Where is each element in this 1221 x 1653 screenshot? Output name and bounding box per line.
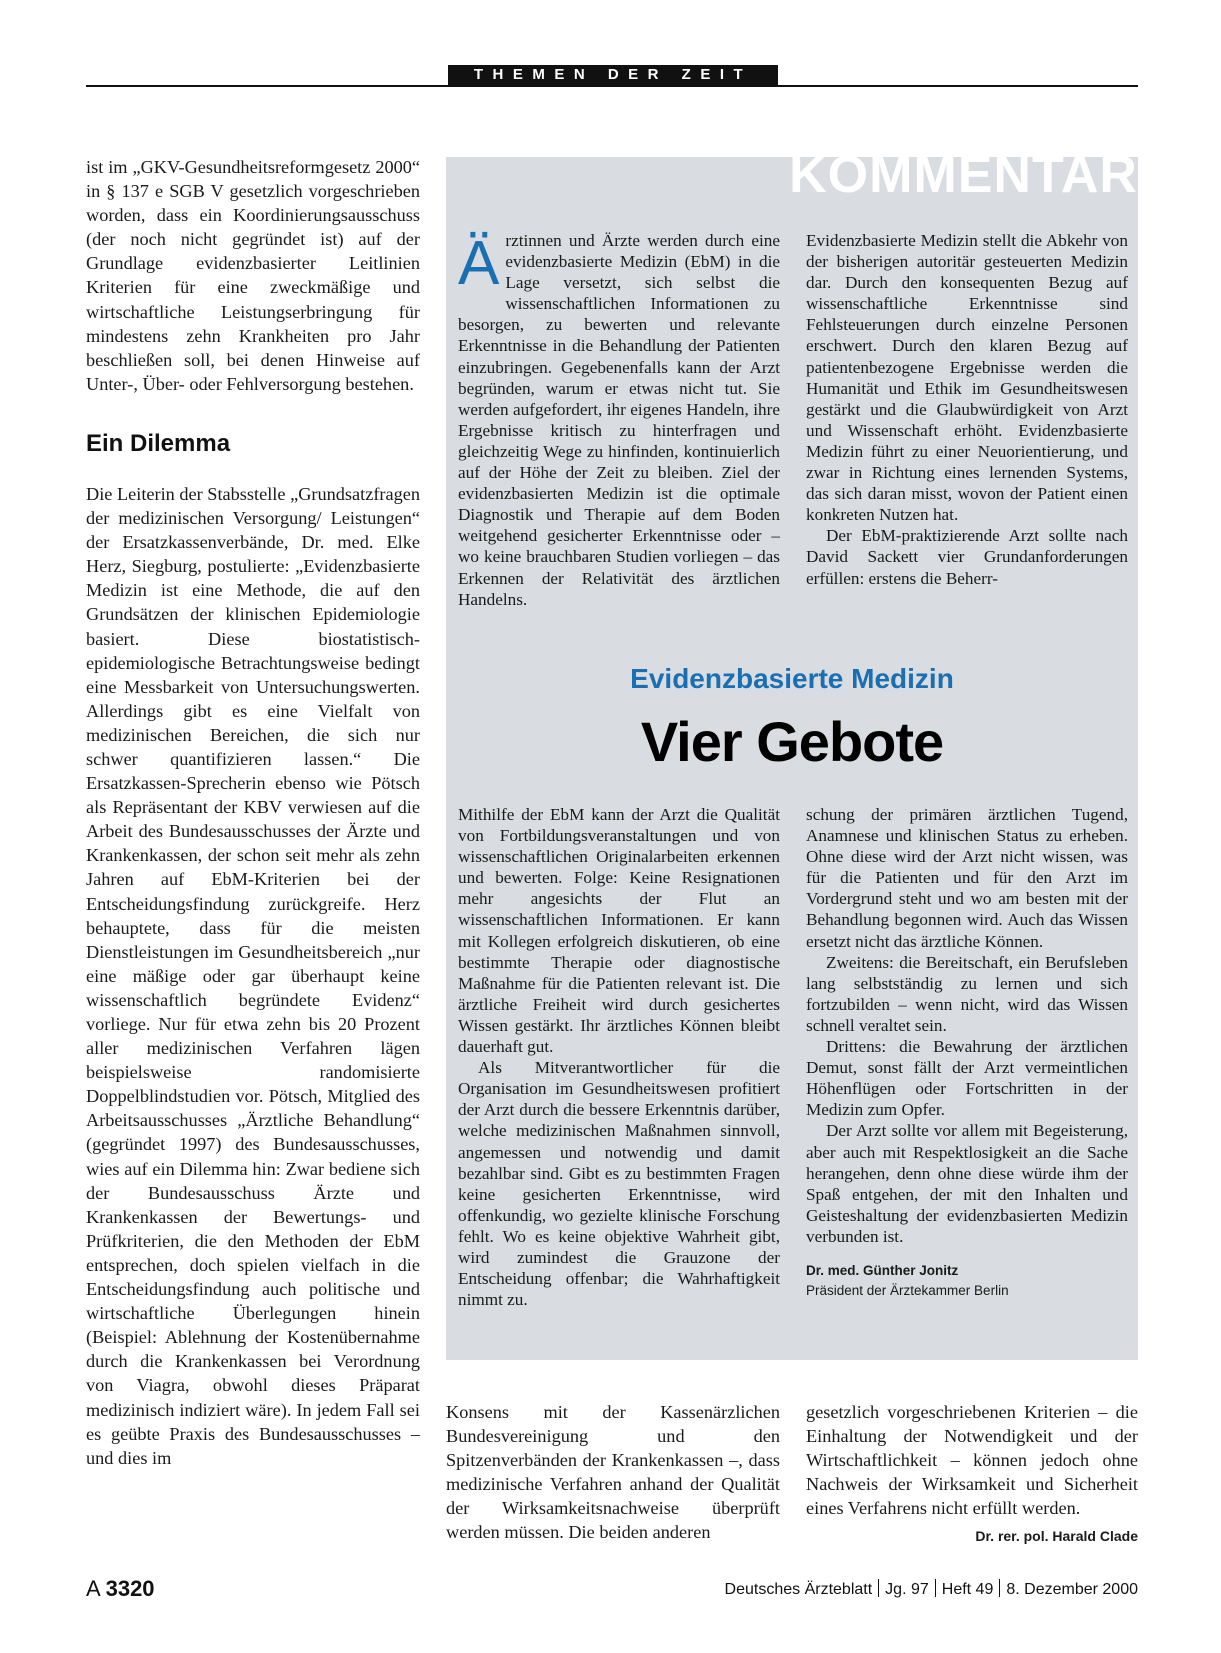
- journal-footer: [725, 1579, 1138, 1601]
- bottom-right-body: gesetzlich vorgeschriebenen Kriterien – die Einhaltung der Notwendigkeit und der Wirtschaftlichkeit – können jedoch ohne Nachweis der Wirksamkeit und Sicherheit eines Verfahrens nicht erfüllt werden.: [806, 1402, 1138, 1519]
- footer-separator: [878, 1579, 879, 1597]
- section-header: THEMEN DER ZEIT: [448, 65, 778, 85]
- comment-column-4: [806, 804, 1128, 1301]
- author-role: Präsident der Ärztekammer Berlin: [806, 1282, 1009, 1298]
- comment-para-7: Zweitens: die Bereitschaft, ein Berufsleben lang selbstständig zu lernen und sich fortzubilden – wenn nicht, wird das Wissen schnell veraltet sein.: [806, 952, 1128, 1035]
- journal-name: Deutsches Ärzteblatt: [724, 1581, 873, 1598]
- journal-volume: Jg. 97: [885, 1581, 929, 1598]
- left-para-2: Die Leiterin der Stabsstelle „Grundsatzfragen der medizinischen Versorgung/ Leistungen“ der Ersatzkassenverbände, Dr. med. Elke Herz, Siegburg, postulierte: „Evidenzbasierte Medizin ist eine Methode, die auf den Grundsätzen der klinischen Epidemiologie basiert. Diese biostatistisch-epidemiologische Betrachtungsweise bedingt eine Messbarkeit von Untersuchungswerten. Allerdings gibt es eine Vielfalt von medizinischen Bereichen, die sich nur schwer quantifizieren lassen.“ Die Ersatzkassen-Sprecherin ebenso wie Pötsch als Repräsentant der KBV verwiesen auf die Arbeit des Bundesausschusses der Ärzte und Krankenkassen, der schon seit mehr als zehn Jahren auf EbM-Kriterien bei der Entscheidungsfindung zurückgreife. Herz behauptete, dass für die meisten Dienstleistungen im Gesundheitsbereich „nur eine mäßige oder gar überhaupt keine wissenschaftlich begründete Evidenz“ vorliege. Nur für etwa zehn bis 20 Prozent aller medizinischen Verfahren lägen beispielsweise randomisierte Doppelblindstudien vor. Pötsch, Mitglied des Arbeitsausschusses „Ärztliche Behandlung“ (gegründet 1997) des Bundesausschusses, wies auf ein Dilemma hin: Zwar bediene sich der Bundesausschuss Ärzte und Krankenkassen der Bewertungs- und Prüfkriterien, die den Methoden der EbM entsprechen, doch spielen vielfach in die Entscheidungsfindung auch politische und wirtschaftliche Überlegungen hinein (Beispiel: Ablehnung der Kostenübernahme durch die Krankenkassen bei Verordnung von Viagra, obwohl dieses Präparat medizinisch indiziert wäre). In jedem Fall sei es geübte Praxis des Bundesausschusses – und dies im: [86, 483, 421, 1468]
- subheading: Ein Dilemma: [86, 429, 231, 457]
- comment-para-4: Mithilfe der EbM kann der Arzt die Qualität von Fortbildungsveranstaltungen und von wissenschaftlichen Originalarbeiten erkennen und bewerten. Folge: Keine Resignationen mehr angesichts der Flut an wissenschaftlichen Informationen. Er kann mit Kollegen erfolgreich diskutieren, ob eine bestimmte Therapie oder diagnostische Maßnahme für die Patienten relevant ist. Die ärztliche Freiheit wird durch gesichertes Wissen gestärkt. Ihr ärztliches Können bleibt dauerhaft gut.: [458, 805, 780, 1057]
- comment-column-2: [806, 230, 1128, 589]
- header-rule: [86, 85, 1138, 87]
- comment-column-3: [458, 804, 780, 1310]
- page-number-value: 3320: [105, 1576, 155, 1601]
- footer-separator: [935, 1579, 936, 1597]
- comment-para-5: Als Mitverantwortlicher für die Organisation im Gesundheitswesen profitiert der Arzt durch die bessere Erkenntnis darüber, welche medizinischen Maßnahmen sinnvoll, angemessen und notwendig und damit bezahlbar sind. Gibt es zu bestimmten Fragen keine gesicherten Erkenntnisse, wird offenkundig, wo gezielte klinische Forschung fehlt. Wo es keine objektive Wahrheit gibt, wird zumindest die Grauzone der Entscheidung offenbar; die Wahrhaftigkeit nimmt zu.: [458, 1058, 780, 1310]
- bottom-middle-text: Konsens mit der Kassenärzlichen Bundesvereinigung und den Spitzenverbänden der Krankenkassen –, dass medizinische Verfahren anhand der Qualität der Wirksamkeitsnachweise überprüft werden müssen. Die beiden anderen: [446, 1402, 780, 1543]
- comment-para-8: Drittens: die Bewahrung der ärztlichen Demut, sonst fällt der Arzt vermeintlichen Höhenflügen oder Fortschritten in der Medizin zum Opfer.: [806, 1037, 1128, 1120]
- bottom-right-column: [806, 1400, 1138, 1549]
- comment-para-2: Evidenzbasierte Medizin stellt die Abkehr von der bisherigen autoritär gesteuerten Medizin dar. Durch den konsequenten Bezug auf wissenschaftliche Erkenntnisse sind Fehlsteuerungen durch einzelne Personen erschwert. Durch den klaren Bezug auf patientenbezogene Ergebnisse werden die Humanität und Ethik im Gesundheitswesen gestärkt und die Glaubwürdigkeit von Arzt und Wissenschaft erhöht. Evidenzbasierte Medizin führt zu einer Neuorientierung, und zwar in Richtung eines lernenden Systems, das sich daran misst, wovon der Patient einen konkreten Nutzen hat.: [806, 231, 1128, 525]
- journal-date: 8. Dezember 2000: [1006, 1581, 1138, 1598]
- comment-title: Vier Gebote: [640, 710, 944, 773]
- page-prefix: A: [86, 1576, 100, 1601]
- comment-para-6: schung der primären ärztlichen Tugend, Anamnese und klinischen Status zu erheben. Ohne diese wird der Arzt nicht wissen, was für die Patienten und für den Arzt im Vordergrund steht und wo am besten mit der Behandlung begonnen wird. Auch das Wissen ersetzt nicht das ärztliche Können.: [806, 805, 1128, 951]
- bottom-right-text: [806, 1400, 1138, 1545]
- left-column: [86, 155, 420, 1470]
- left-para-1: ist im „GKV-Gesundheitsreformgesetz 2000“ in § 137 e SGB V gesetzlich vorgeschrieben worden, dass ein Koordinierungsausschuss (der noch nicht gegründet ist) auf der Grundlage evidenzbasierter Leitlinien Kriterien für eine zweckmäßige und wirtschaftliche Leistungserbringung für mindestens zehn Krankheiten pro Jahr beschließen soll, bei denen Hinweise auf Unter-, Über- oder Fehlversorgung bestehen.: [86, 157, 420, 394]
- comment-para-3: Der EbM-praktizierende Arzt sollte nach David Sackett vier Grundanforderungen erfüllen: erstens die Beherr-: [806, 526, 1128, 588]
- bottom-middle-column: [446, 1400, 780, 1545]
- comment-para-9: Der Arzt sollte vor allem mit Begeisterung, aber auch mit Respektlosigkeit an die Sache herangehen, denn ohne diese würde ihm der Spaß entgehen, der mit den Inhalten und Geisteshaltung der evidenzbasierten Medizin verbunden ist.: [806, 1121, 1128, 1246]
- comment-kicker: Evidenzbasierte Medizin: [630, 663, 954, 694]
- comment-para-1: [458, 230, 780, 610]
- kommentar-label: KOMMENTAR: [789, 146, 1138, 193]
- footer-separator: [999, 1579, 1000, 1597]
- comment-column-1: [458, 230, 780, 610]
- author-name: Dr. med. Günther Jonitz: [806, 1262, 959, 1278]
- journal-issue: Heft 49: [941, 1581, 994, 1598]
- article-signature: Dr. rer. pol. Harald Clade: [975, 1528, 1138, 1545]
- page-number: [86, 1576, 155, 1602]
- comment-box: [446, 146, 1138, 1360]
- dropcap: Ä: [458, 229, 500, 298]
- comment-para-1-text: rztinnen und Ärzte werden durch eine evidenzbasierte Medizin (EbM) in die Lage versetzt, sich selbst die wissenschaftlichen Informationen zu besorgen, zu bewerten und relevante Erkenntnisse in die Behandlung der Patienten einzubringen. Gegebenenfalls kann der Arzt begründen, warum er etwas nicht tut. Sie werden aufgefordert, ihr eigenes Handeln, ihre Ergebnisse kritisch zu hinterfragen und gleichzeitig Wege zu hinfinden, kontinuierlich auf der Höhe der Zeit zu bleiben. Ziel der evidenzbasierten Medizin ist die optimale Diagnostik und Therapie auf dem Boden weitgehend gesicherter Erkenntnisse oder – wo keine brauchbaren Studien vorliegen – das Erkennen der Relativität des ärztlichen Handelns.: [458, 231, 780, 609]
